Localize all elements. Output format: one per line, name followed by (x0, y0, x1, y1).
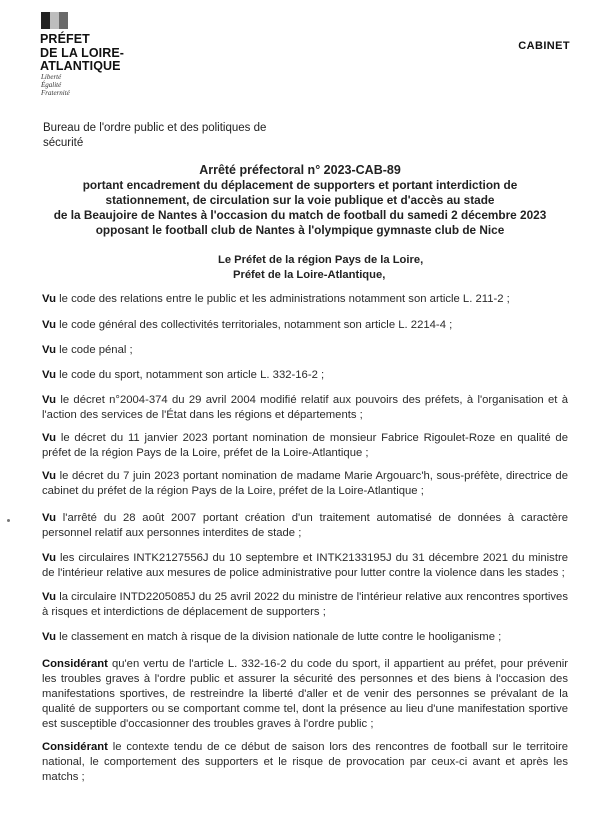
prefet-title: PRÉFET DE LA LOIRE- ATLANTIQUE (40, 32, 125, 73)
arrete-line: portant encadrement du déplacement de supporters et portant interdiction de (82, 178, 518, 192)
considerant-paragraph: Considérant le contexte tendu de ce début de saison lors des rencontres de football sur le territoire national, le comportement des supporters et le risque de provocation par ceux-ci avant et après les matchs ; (42, 741, 568, 783)
devise-liberte: Liberté (41, 73, 62, 81)
visa-paragraph: Vu le décret n°2004-374 du 29 avril 2004 modifié relatif aux pouvoirs des préfets, à l'organisation et à l'action des services de l'État dans les régions et départements ; (42, 394, 568, 421)
visa-paragraph: Vu le classement en match à risque de la division nationale de lutte contre le hooliganisme ; (42, 631, 502, 643)
devise (41, 73, 70, 97)
arrete-number: Arrêté préfectoral n° 2023-CAB-89 (199, 163, 401, 177)
devise-fraternite: Fraternité (41, 89, 70, 97)
prefet-signatory (218, 253, 423, 282)
devise-egalite: Égalité (41, 81, 62, 89)
visa-paragraph: Vu le code du sport, notamment son article L. 332-16-2 ; (42, 369, 325, 381)
prefet-signatory-line2: Préfet de la Loire-Atlantique, (233, 268, 386, 281)
visa-paragraph: Vu le code général des collectivités territoriales, notamment son article L. 2214-4 ; (42, 319, 453, 331)
bureau-label: Bureau de l'ordre public et des politiques de sécurité (43, 122, 267, 149)
visa-paragraph: Vu les circulaires INTK2127556J du 10 septembre et INTK2133195J du 31 décembre 2021 du ministre de l'intérieur relative aux mesures de police administrative pour lutter contre la violence dans les stades ; (42, 552, 568, 579)
visa-paragraph: Vu le code des relations entre le public et les administrations notamment son article L. 211-2 ; (42, 293, 510, 305)
visa-paragraph: Vu la circulaire INTD2205085J du 25 avril 2022 du ministre de l'intérieur relative aux rencontres sportives à risques et interdictions de déplacement de supporters ; (42, 591, 568, 618)
arrete-line: stationnement, de circulation sur la voie publique et d'accès au stade (105, 193, 495, 207)
arrete-line: de la Beaujoire de Nantes à l'occasion du match de football du samedi 2 décembre 2023 (53, 208, 547, 222)
scan-speck (7, 519, 10, 522)
arrete-line: opposant le football club de Nantes à l'olympique gymnaste club de Nice (95, 223, 505, 237)
arrete-title-block (20, 162, 580, 238)
visa-paragraph: Vu l'arrêté du 28 août 2007 portant création d'un traitement automatisé de données à caractère personnel relatif aux personnes interdites de stade ; (42, 512, 568, 539)
visa-paragraph: Vu le décret du 11 janvier 2023 portant nomination de monsieur Fabrice Rigoulet-Roze en qualité de préfet de la région Pays de la Loire, préfet de la Loire-Atlantique ; (42, 432, 568, 459)
visa-paragraph: Vu le code pénal ; (42, 344, 133, 356)
prefet-signatory-line1: Le Préfet de la région Pays de la Loire, (218, 254, 424, 266)
cabinet-label: CABINET (518, 40, 570, 52)
marianne-logo-icon (41, 12, 68, 29)
considerant-paragraph: Considérant qu'en vertu de l'article L. 332-16-2 du code du sport, il appartient au préfet, pour prévenir les troubles graves à l'ordre public et assurer la sécurité des personnes et des biens à l'occasion des manifestations sportives, de restreindre la liberté d'aller et de venir des personnes se prévalant de la qualité de supporters ou se comportant comme tel, dont la présence au lieu d'une manifestation sportive est susceptible d'occasionner des troubles graves à l'ordre public ; (42, 658, 568, 730)
visa-paragraph: Vu le décret du 7 juin 2023 portant nomination de madame Marie Argouarc'h, sous-préfète, directrice de cabinet du préfet de la région Pays de la Loire, préfet de la Loire-Atlantique ; (42, 470, 568, 497)
